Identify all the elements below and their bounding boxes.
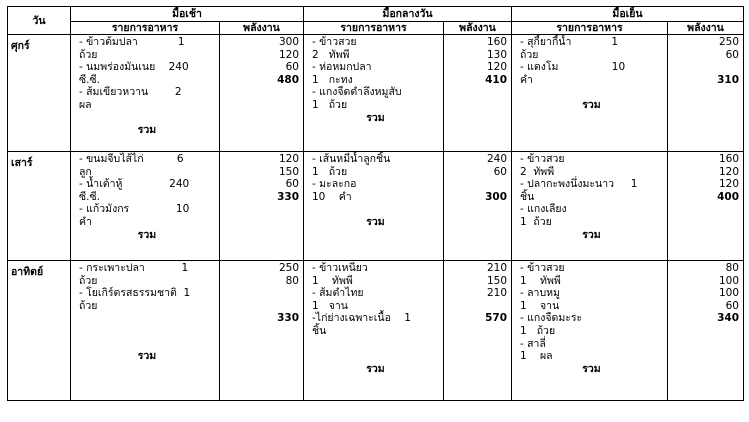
energy-value: [668, 61, 739, 74]
food-item-line: [312, 350, 439, 363]
energy-cell: [444, 35, 512, 152]
food-item-line: 1 ถ้วย: [520, 324, 556, 337]
food-item-line: - ห่อหมกปลา: [312, 61, 372, 74]
table-row: [8, 261, 744, 401]
items-col-header: รายการอาหาร: [71, 22, 220, 35]
energy-value: 60: [725, 48, 739, 61]
food-items-cell: [304, 152, 444, 261]
food-item-line: [79, 325, 215, 338]
food-item-line: [79, 312, 215, 325]
food-item-line: ถ้วย: [79, 48, 98, 61]
energy-value: 210: [486, 287, 507, 300]
energy-value: 80: [285, 274, 299, 287]
energy-col-header: พลังงาน: [668, 22, 744, 35]
food-item-line: - ปลากะพงนึ่งมะนาว 1: [520, 178, 638, 191]
total-label: รวม: [366, 362, 385, 375]
food-items-cell: [512, 261, 668, 401]
energy-cell: [668, 261, 744, 401]
total-label: รวม: [582, 98, 601, 111]
food-item-line: [312, 338, 439, 351]
energy-value: 100: [718, 287, 739, 300]
energy-value: [444, 178, 507, 191]
food-item-line: 1 ถ้วย: [312, 98, 348, 111]
food-item-line: - ลาบหมู: [520, 287, 560, 300]
energy-col-header: พลังงาน: [444, 22, 512, 35]
energy-col-header: พลังงาน: [220, 22, 304, 35]
total-label: รวม: [366, 215, 385, 228]
total-label: รวม: [366, 111, 385, 124]
energy-value: 210: [486, 262, 507, 274]
day-cell: อาทิตย์: [8, 261, 71, 401]
food-item-line: - แก้วมังกร 10: [79, 203, 190, 216]
food-item-line: [79, 338, 215, 351]
food-item-line: ถ้วย: [79, 274, 98, 287]
energy-value: 80: [725, 262, 739, 274]
food-item-line: 10 คำ: [312, 190, 352, 203]
food-items-cell: [512, 35, 668, 152]
food-item-line: - แกงเลียง: [520, 203, 567, 216]
energy-value: 60: [285, 178, 299, 191]
food-item-line: - ข้าวสวย: [312, 36, 357, 48]
energy-value: 100: [718, 274, 739, 287]
food-item-line: [79, 112, 215, 125]
energy-value: 130: [486, 48, 507, 61]
total-label: รวม: [137, 228, 157, 241]
food-item-line: 1 จาน: [520, 299, 560, 312]
energy-value: 160: [486, 36, 507, 48]
food-item-line: ลูก: [79, 165, 92, 178]
noon-header: มื้อกลางวัน: [304, 7, 512, 22]
food-item-line: [520, 86, 663, 99]
energy-cell: [444, 152, 512, 261]
food-item-line: 1 ทัพพี: [520, 274, 561, 287]
energy-value: [220, 287, 299, 300]
total-label: รวม: [137, 350, 157, 363]
food-item-line: - ข้าวต้มปลา 1: [79, 36, 185, 48]
items-col-header: รายการอาหาร: [512, 22, 668, 35]
food-items-cell: [71, 261, 220, 401]
food-item-line: - กระเพาะปลา 1: [79, 262, 189, 274]
food-item-line: 1 กะทง: [312, 73, 353, 86]
food-item-line: 1 จาน: [312, 299, 348, 312]
energy-total: 300: [485, 190, 507, 203]
food-item-line: - สาลี่: [520, 337, 546, 350]
energy-value: 250: [718, 36, 739, 48]
food-item-line: ซี.ซี.: [79, 73, 100, 86]
energy-value: 150: [486, 274, 507, 287]
energy-value: 120: [718, 165, 739, 178]
energy-cell: [668, 35, 744, 152]
food-item-line: - แกงจืดตำลึงหมูสับ: [312, 86, 402, 99]
food-item-line: ซี.ซี.: [79, 190, 100, 203]
food-item-line: 1 ถ้วย: [520, 215, 552, 228]
energy-value: 160: [718, 153, 739, 165]
food-items-cell: [512, 152, 668, 261]
energy-value: 240: [486, 153, 507, 165]
food-item-line: คำ: [79, 215, 92, 228]
table-row: [8, 152, 744, 261]
energy-value: 120: [718, 178, 739, 191]
food-item-line: - ส้มตำไทย: [312, 287, 364, 300]
food-items-cell: [71, 35, 220, 152]
food-item-line: - แกงจืดมะระ: [520, 312, 583, 325]
food-item-line: 1 ผล: [520, 350, 553, 363]
food-item-line: - เส้นหมี่น้ำลูกชิ้น: [312, 153, 391, 165]
energy-value: 150: [278, 165, 299, 178]
table-row: [8, 35, 744, 152]
day-cell: ศุกร์: [8, 35, 71, 152]
food-item-line: ชิ้น: [312, 324, 327, 337]
energy-cell: [220, 261, 304, 401]
energy-total: 330: [277, 312, 299, 325]
food-item-line: 2 ทัพพี: [312, 48, 350, 61]
food-item-line: - แตงโม 10: [520, 61, 626, 74]
energy-total: 570: [485, 312, 507, 325]
food-item-line: 1 ถ้วย: [312, 165, 348, 178]
food-item-line: - ข้าวเหนียว: [312, 262, 368, 274]
energy-value: 60: [725, 299, 739, 312]
energy-total: 330: [277, 190, 299, 203]
energy-value: 120: [278, 153, 299, 165]
energy-total: 340: [717, 312, 739, 325]
food-item-line: - น้ำเต้าหู้ 240: [79, 178, 190, 191]
food-item-line: - ข้าวสวย: [520, 262, 565, 274]
food-item-line: - มะละกอ: [312, 178, 357, 191]
energy-cell: [668, 152, 744, 261]
food-item-line: คำ: [520, 73, 533, 86]
items-col-header: รายการอาหาร: [304, 22, 444, 35]
energy-value: 60: [285, 61, 299, 74]
food-item-line: - ขนมจีบไส้ไก่ 6: [79, 153, 184, 165]
food-item-line: - โยเกิร์ตรสธรรมชาติ 1: [79, 287, 191, 300]
food-item-line: - ข้าวสวย: [520, 153, 565, 165]
day-cell: เสาร์: [8, 152, 71, 261]
food-item-line: - ส้มเขียวหวาน 2: [79, 86, 182, 99]
energy-cell: [220, 35, 304, 152]
energy-value: 60: [493, 165, 507, 178]
food-item-line: ถ้วย: [79, 299, 98, 312]
energy-total: 400: [717, 190, 739, 203]
energy-cell: [444, 261, 512, 401]
day-header: วัน: [8, 7, 71, 35]
energy-total: 410: [485, 73, 507, 86]
total-label: รวม: [582, 362, 601, 375]
morning-header: มื้อเช้า: [71, 7, 304, 22]
food-items-cell: [304, 35, 444, 152]
energy-value: 250: [278, 262, 299, 274]
food-item-line: ถ้วย: [520, 48, 539, 61]
meal-plan-table: [7, 6, 744, 401]
food-item-line: ชิ้น: [520, 190, 535, 203]
food-items-cell: [71, 152, 220, 261]
energy-cell: [220, 152, 304, 261]
energy-total: 310: [717, 73, 739, 86]
food-item-line: -ไก่ย่างเฉพาะเนื้อ 1: [312, 312, 411, 325]
energy-value: 120: [278, 48, 299, 61]
food-items-cell: [304, 261, 444, 401]
food-item-line: 2 ทัพพี: [520, 165, 555, 178]
food-item-line: [312, 203, 439, 216]
food-item-line: - สุกี้ยากี้น้ำ 1: [520, 36, 619, 48]
energy-value: [220, 300, 299, 313]
food-item-line: 1 ทัพพี: [312, 274, 353, 287]
food-item-line: - นมพร่องมันเนย 240: [79, 61, 189, 74]
total-label: รวม: [137, 124, 157, 137]
food-item-line: ผล: [79, 98, 92, 111]
energy-total: 480: [277, 73, 299, 86]
evening-header: มื้อเย็น: [512, 7, 744, 22]
total-label: รวม: [582, 228, 601, 241]
energy-value: 120: [486, 61, 507, 74]
energy-value: [444, 300, 507, 313]
energy-value: 300: [278, 36, 299, 48]
